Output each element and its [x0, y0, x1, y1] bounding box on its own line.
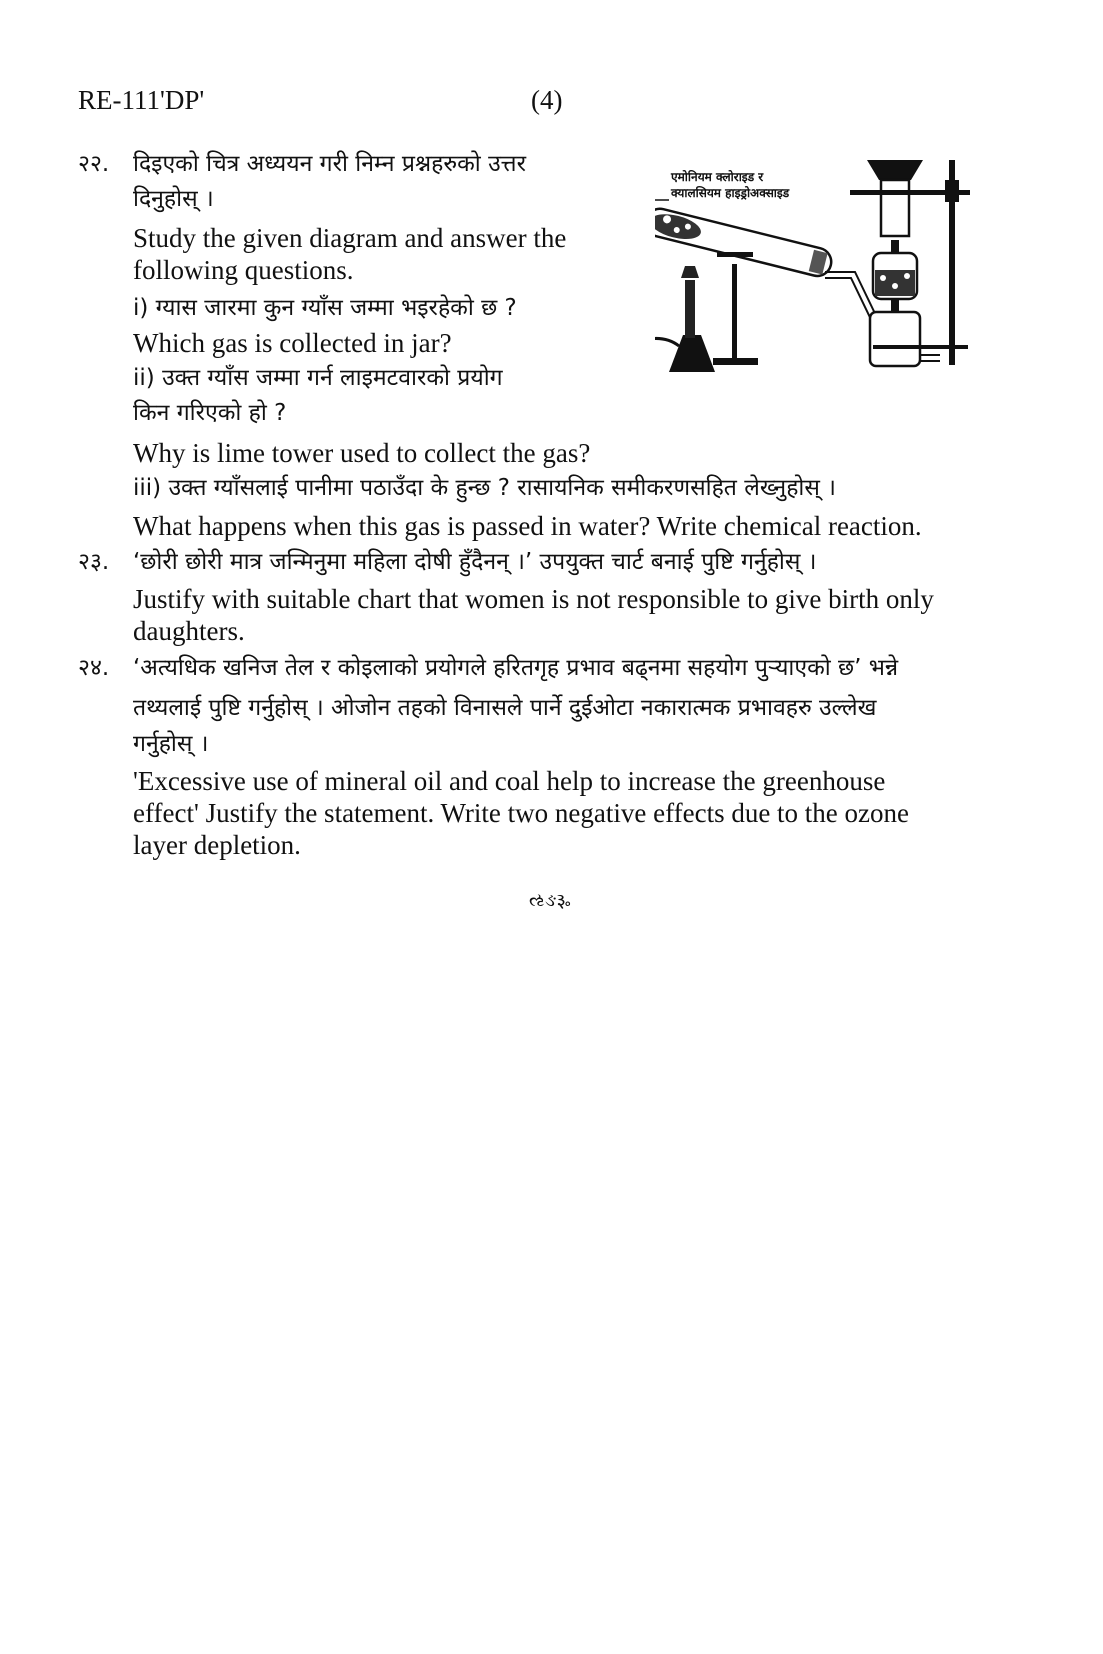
q23-np: ‘छोरी छोरी मात्र जन्मिनुमा महिला दोषी हुँदैनन् ।’ उपयुक्त चार्ट बनाई पुष्टि गर्नुहोस् ।	[133, 549, 817, 575]
exam-code: RE-111'DP'	[78, 85, 205, 115]
q24-en-line3: layer depletion.	[133, 830, 301, 860]
q23-en-line1: Justify with suitable chart that women is not responsible to give birth only	[133, 584, 934, 614]
apparatus-diagram	[655, 160, 1035, 375]
question-number: २२.	[78, 151, 110, 177]
q22-np-line1: दिइएको चित्र अध्ययन गरी निम्न प्रश्नहरुको उत्तर	[133, 151, 526, 177]
page-header	[78, 85, 598, 125]
end-ornament: ઌઙ૱	[529, 890, 571, 911]
q24-np-line2: तथ्यलाई पुष्टि गर्नुहोस् । ओजोन तहको विनासले पार्ने दुईओटा नकारात्मक प्रभावहरु उल्लेख	[133, 695, 877, 721]
q23-en-line2: daughters.	[133, 616, 245, 646]
q24-en-line2: effect' Justify the statement. Write two negative effects due to the ozone	[133, 798, 910, 828]
question-number: २४.	[78, 655, 110, 681]
q22-ii-np-line2: किन गरिएको हो ?	[133, 400, 287, 426]
q22-i-en: Which gas is collected in jar?	[133, 328, 452, 358]
q24-np-line1: ‘अत्यधिक खनिज तेल र कोइलाको प्रयोगले हरितगृह प्रभाव बढ्नमा सहयोग पुऱ्याएको छ’ भन्ने	[133, 655, 899, 681]
q24-en-line1: 'Excessive use of mineral oil and coal help to increase the greenhouse	[133, 766, 886, 796]
q22-en-line2: following questions.	[133, 255, 354, 285]
q22-iii-np: iii) उक्त ग्याँसलाई पानीमा पठाउँदा के हुन्छ ? रासायनिक समीकरणसहित लेख्नुहोस् ।	[133, 475, 836, 501]
q22-np-line2: दिनुहोस् ।	[133, 186, 214, 212]
q22-ii-np-line1: ii) उक्त ग्याँस जम्मा गर्न लाइमटवारको प्रयोग	[133, 365, 503, 391]
bunsen-burner-base	[669, 335, 715, 372]
question-number: २३.	[78, 549, 110, 575]
page-number: (4)	[531, 85, 563, 115]
figure-label-line2: क्यालसियम हाइड्रोअक्साइड	[671, 186, 790, 200]
q22-iii-en: What happens when this gas is passed in water? Write chemical reaction.	[133, 511, 922, 541]
figure-label-line1: एमोनियम क्लोराइड र	[671, 170, 764, 184]
q22-i-np: i) ग्यास जारमा कुन ग्याँस जम्मा भइरहेको छ ?	[133, 295, 517, 321]
q22-ii-en: Why is lime tower used to collect the gas?	[133, 438, 591, 468]
q24-np-line3: गर्नुहोस् ।	[133, 731, 209, 757]
q22-en-line1: Study the given diagram and answer the	[133, 223, 567, 253]
